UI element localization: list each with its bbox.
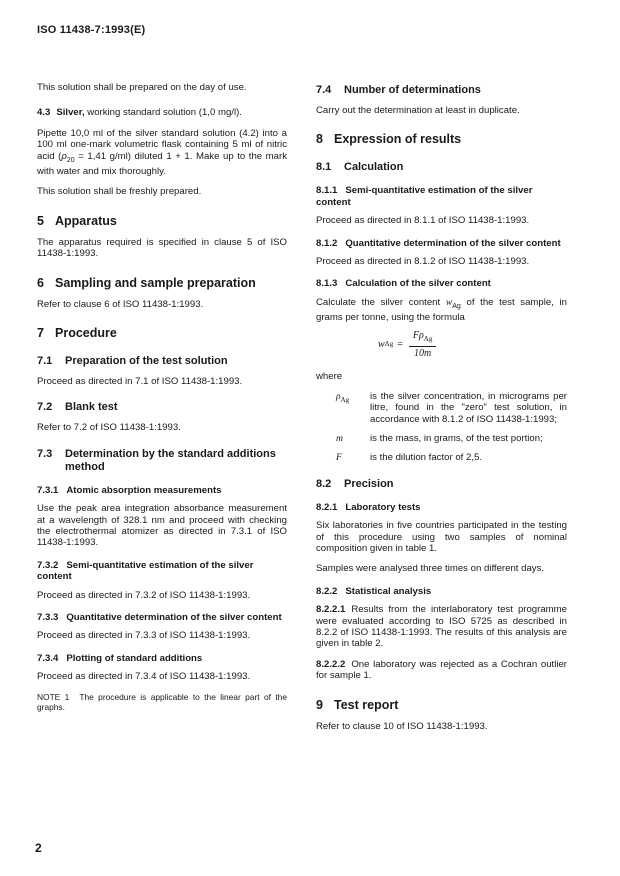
section-number: 8.2.2.2: [316, 658, 346, 670]
paragraph: Refer to 7.2 of ISO 11438-1:1993.: [37, 422, 181, 434]
definition-text: is the mass, in grams, of the test portion;: [370, 433, 543, 444]
f-symbol: F: [412, 329, 419, 341]
section-number: 8.2.1: [316, 501, 338, 513]
section-title: Silver,: [56, 107, 85, 119]
symbol-char: m: [336, 433, 343, 444]
section-number: 8.1.3: [316, 278, 338, 290]
note-label: NOTE 1: [37, 691, 70, 702]
section-title: Plotting of standard additions: [66, 652, 203, 664]
paragraph: Refer to clause 10 of ISO 11438-1:1993.: [316, 720, 488, 732]
section-title: Number of determinations: [344, 84, 481, 96]
section-8-2-1-heading: [316, 502, 567, 513]
section-7-2-heading: [37, 401, 287, 414]
paragraph: Refer to clause 6 of ISO 11438-1:1993.: [37, 298, 204, 310]
subscript: Ag: [423, 334, 433, 343]
where-label: where: [316, 371, 343, 383]
text-run: = 1,41 g/ml) diluted 1 + 1. Make up to the mark with water and mix thoroughly.: [37, 150, 287, 177]
section-title: Sampling and sample preparation: [55, 275, 256, 290]
section-title: Test report: [334, 697, 399, 712]
section-number: 7.4: [316, 84, 332, 96]
section-number: 7: [37, 325, 44, 340]
page-number: 2: [35, 841, 42, 855]
rho-symbol: ρ: [418, 329, 424, 341]
section-title-rest: working standard solution (1,0 mg/l).: [87, 107, 242, 119]
section-number: 7.3.2: [37, 559, 59, 571]
section-number: 7.3.4: [37, 652, 59, 664]
symbol: [316, 452, 370, 463]
section-title: Semi-quantitative estimation of the silver content: [316, 185, 533, 208]
paragraph: This solution shall be prepared on the day of use.: [37, 82, 247, 93]
section-number: 8.2: [316, 477, 332, 490]
section-title: Semi-quantitative estimation of the silver content: [37, 559, 254, 583]
paragraph: The apparatus required is specified in clause 5 of ISO 11438-1:1993.: [37, 236, 287, 260]
note-1: [37, 692, 287, 712]
section-7-3-1-heading: [37, 485, 287, 496]
definition-text: is the dilution factor of 2,5.: [370, 452, 482, 464]
section-number: 7.1: [37, 354, 53, 367]
section-8-2-heading: [316, 478, 567, 491]
section-7-4-heading: [316, 84, 567, 97]
section-title: Quantitative determination of the silver content: [345, 237, 561, 249]
section-4-3-paragraph: [37, 107, 287, 118]
section-number: 8.1.2: [316, 237, 338, 249]
section-6-heading: [37, 276, 287, 291]
paragraph: Proceed as directed in 7.3.2 of ISO 11438-1:1993.: [37, 589, 251, 601]
symbol: [316, 433, 370, 444]
paragraph: Proceed as directed in 8.1.2 of ISO 11438-1:1993.: [316, 256, 530, 268]
section-title: Procedure: [55, 325, 117, 340]
section-title: Apparatus: [55, 213, 117, 228]
text-run: Pipette 10,0 ml of the silver standard solution (4.2) into a 100 ml one-mark volumetric flask containing 5 ml of nitric acid (: [37, 127, 287, 162]
section-number: 7.3.3: [37, 612, 59, 624]
paragraph: Six laboratories in five countries participated in the testing of this procedure using two samples of nominal composition given in table 1.: [316, 520, 567, 555]
section-8-1-heading: [316, 161, 567, 174]
symbol-char: ρ: [336, 390, 341, 402]
section-8-1-2-heading: [316, 238, 567, 249]
section-7-3-2-heading: [37, 560, 287, 583]
section-number: 7.2: [37, 401, 53, 414]
paragraph: Proceed as directed in 7.3.4 of ISO 11438-1:1993.: [37, 671, 251, 683]
formula-lhs: w: [378, 338, 385, 350]
section-title: Precision: [344, 477, 394, 490]
section-number: 7.3.1: [37, 484, 59, 496]
section-5-heading: [37, 214, 287, 229]
section-8-2-2-2-paragraph: [316, 659, 567, 682]
section-number: 9: [316, 697, 323, 712]
paragraph: Carry out the determination at least in duplicate.: [316, 105, 520, 116]
rho-symbol: ρ: [61, 150, 67, 162]
subscript: Ag: [452, 302, 461, 310]
section-title: Blank test: [65, 401, 118, 414]
section-number: 8: [316, 132, 323, 147]
section-7-3-4-heading: [37, 653, 287, 664]
right-column: [316, 82, 567, 741]
paragraph: Samples were analysed three times on different days.: [316, 563, 545, 575]
paragraph-text: One laboratory was rejected as a Cochran outlier for sample 1.: [316, 658, 567, 682]
section-number: 5: [37, 213, 44, 228]
section-number: 8.1: [316, 161, 332, 174]
section-title: Calculation: [344, 161, 404, 174]
section-number: 8.2.2.1: [316, 604, 346, 616]
fraction: [409, 330, 436, 360]
note-text: The procedure is applicable to the linear part of the graphs.: [37, 691, 287, 712]
document-id-header: ISO 11438-7:1993(E): [37, 24, 146, 36]
subscript: Ag: [384, 339, 394, 348]
numerator: [409, 330, 436, 347]
section-7-heading: [37, 326, 287, 341]
subscript: Ag: [340, 395, 350, 404]
section-8-heading: [316, 132, 567, 147]
symbol-char: F: [336, 452, 342, 464]
denominator: 10m: [414, 347, 432, 359]
section-title: Determination by the standard additions method: [65, 447, 276, 473]
section-8-2-2-1-paragraph: [316, 604, 567, 650]
equals-sign: =: [397, 338, 403, 350]
paragraph: Proceed as directed in 8.1.1 of ISO 11438-1:1993.: [316, 215, 530, 227]
section-9-heading: [316, 698, 567, 713]
definition-m: [316, 433, 567, 444]
paragraph: Proceed as directed in 7.1 of ISO 11438-1:1993.: [37, 375, 243, 387]
w-symbol: w: [445, 296, 453, 308]
section-7-3-heading: [37, 448, 287, 474]
paragraph: [316, 297, 567, 324]
paragraph: This solution shall be freshly prepared.: [37, 186, 202, 198]
section-title: Expression of results: [334, 132, 462, 147]
section-7-1-heading: [37, 355, 287, 368]
paragraph: [37, 128, 287, 178]
section-8-1-3-heading: [316, 278, 567, 289]
paragraph: Use the peak area integration absorbance measurement at a wavelength of 328.1 nm and proceed with checking the electrothermal atomizer as directed in 7.3.1 of ISO 11438-1:1993.: [37, 503, 287, 549]
paragraph-text: Results from the interlaboratory test programme were evaluated according to ISO 5725 as described in 8.2.2 of ISO 11438-1:1993. The results of this analysis are given in table 2.: [316, 604, 567, 650]
section-title: Statistical analysis: [345, 585, 432, 597]
section-number: 8.1.1: [316, 185, 338, 197]
definition-rho: [316, 391, 567, 425]
formula: [378, 330, 567, 360]
section-7-3-3-heading: [37, 612, 287, 623]
section-number: 7.3: [37, 447, 53, 460]
text-run: Calculate the silver content: [316, 296, 446, 308]
symbol: [316, 391, 370, 425]
section-title: Calculation of the silver content: [345, 278, 491, 290]
section-title: Preparation of the test solution: [65, 354, 228, 367]
section-title: Quantitative determination of the silver content: [66, 612, 282, 624]
paragraph: Proceed as directed in 7.3.3 of ISO 11438-1:1993.: [37, 630, 251, 642]
text-run: of the test sample, in grams per tonne, using the formula: [316, 296, 568, 324]
section-title: Laboratory tests: [345, 501, 421, 513]
left-column: [37, 82, 287, 721]
section-8-2-2-heading: [316, 586, 567, 597]
section-number: 6: [37, 275, 44, 290]
section-8-1-1-heading: [316, 185, 567, 208]
definition-text: is the silver concentration, in micrograms per litre, found in the "zero" test solution, in accordance with 8.1.2 of ISO 11438-1:1993;: [370, 390, 567, 425]
subscript: 20: [66, 156, 75, 164]
definition-f: [316, 452, 567, 463]
section-title: Atomic absorption measurements: [66, 484, 222, 496]
section-number: 4.3: [37, 107, 51, 119]
section-number: 8.2.2: [316, 585, 338, 597]
